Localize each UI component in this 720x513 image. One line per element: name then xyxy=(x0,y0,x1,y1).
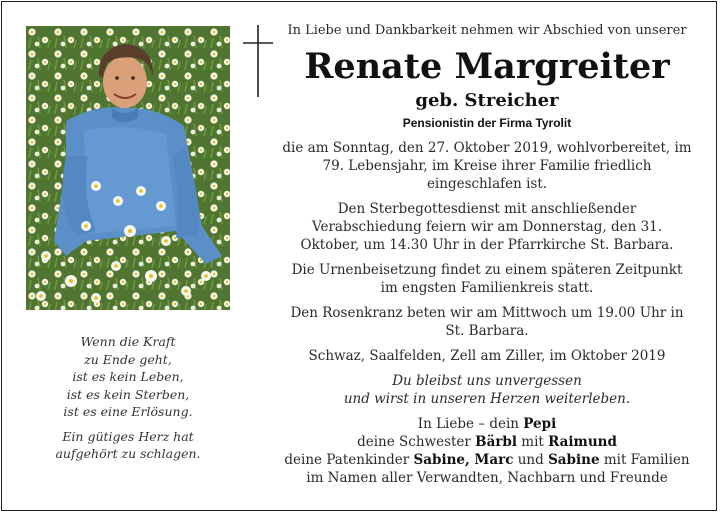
urn-burial: Die Urnenbeisetzung findet zu einem späteren Zeitpunkt im engsten Familienkreis statt. xyxy=(291,262,683,296)
rosary: Den Rosenkranz beten wir am Mittwoch um 19.00 Uhr in St. Barbara. xyxy=(290,305,684,339)
poem-line: zu Ende geht, xyxy=(84,351,172,367)
place-date: Schwaz, Saalfelden, Zell am Ziller, im Oktober 2019 xyxy=(308,348,666,364)
signature-text: mit xyxy=(517,434,549,450)
poem-stanza-1 xyxy=(26,333,230,421)
obituary-text xyxy=(282,22,692,487)
deceased-name: Renate Margreiter xyxy=(304,46,670,87)
poem-line: aufgehört zu schlagen. xyxy=(55,446,201,461)
portrait-photo xyxy=(26,26,230,310)
signature-text: deine Schwester xyxy=(357,434,476,450)
signature xyxy=(282,415,692,487)
poem-line: ist es eine Erlösung. xyxy=(63,404,193,419)
closing-quote xyxy=(282,372,692,408)
poem-stanza-2 xyxy=(26,428,230,463)
signature-text: In Liebe – dein xyxy=(417,416,524,432)
signature-name: Sabine, Marc xyxy=(413,452,514,468)
signature-name: Sabine xyxy=(548,452,600,468)
signature-text: und xyxy=(513,452,549,468)
death-notice: die am Sonntag, den 27. Oktober 2019, wohlvorbereitet, im 79. Lebensjahr, im Kreise ihrer Familie friedlich eingeschlafen ist. xyxy=(282,140,692,192)
quote-line: und wirst in unseren Herzen weiterleben. xyxy=(343,391,631,407)
signature-text: im Namen aller Verwandten, Nachbarn und Freunde xyxy=(306,470,668,486)
poem-line: Wenn die Kraft xyxy=(80,334,176,349)
poem-line: ist es kein Leben, xyxy=(72,369,184,384)
funeral-service: Den Sterbegottesdienst mit anschließender Verabschiedung feiern wir am Donnerstag, den 31. Oktober, um 14.30 Uhr in der Pfarrkirche St. Barbara. xyxy=(300,201,674,253)
maiden-name: geb. Streicher xyxy=(415,90,559,111)
signature-name: Bärbl xyxy=(475,434,517,450)
cross-icon xyxy=(243,25,273,97)
poem-line: Ein gütiges Herz hat xyxy=(62,428,194,444)
signature-name: Pepi xyxy=(523,416,557,432)
signature-text: mit Familien xyxy=(599,452,690,468)
signature-name: Raimund xyxy=(548,434,617,450)
occupation: Pensionistin der Firma Tyrolit xyxy=(402,116,572,130)
quote-line: Du bleibst uns unvergessen xyxy=(392,373,582,389)
poem-line: ist es kein Sterben, xyxy=(66,386,190,402)
signature-text: deine Patenkinder xyxy=(284,452,414,468)
poem xyxy=(26,333,230,470)
intro-line: In Liebe und Dankbarkeit nehmen wir Abschied von unserer xyxy=(287,23,687,38)
